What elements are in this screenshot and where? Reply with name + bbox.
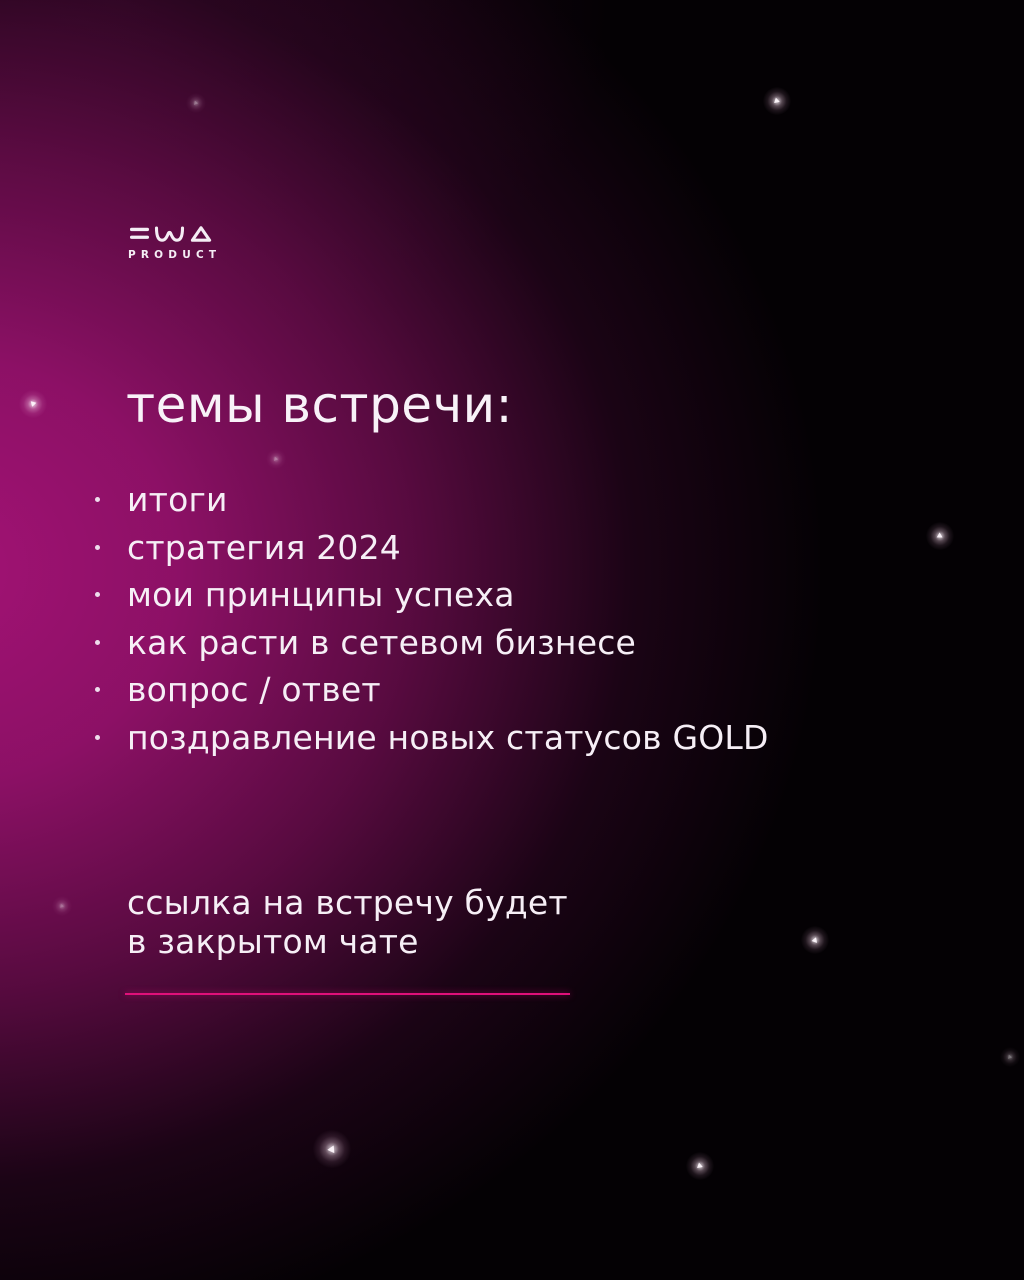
bullet-dot-icon bbox=[95, 545, 100, 550]
footer-line-2: в закрытом чате bbox=[127, 922, 419, 961]
sparkle-icon bbox=[922, 518, 958, 554]
list-item bbox=[95, 524, 769, 572]
sparkle-icon bbox=[18, 389, 48, 419]
topic-label: поздравление новых статусов GOLD bbox=[127, 717, 769, 757]
topic-label: вопрос / ответ bbox=[127, 670, 381, 710]
topics-list bbox=[95, 476, 769, 761]
ewa-logo-icon bbox=[130, 226, 212, 242]
accent-divider bbox=[125, 993, 570, 995]
brand-product-label: PRODUCT bbox=[128, 249, 222, 261]
topic-label: стратегия 2024 bbox=[127, 527, 401, 567]
footer-line-1: ссылка на встречу будет bbox=[127, 883, 568, 922]
bullet-dot-icon bbox=[95, 640, 100, 645]
bullet-dot-icon bbox=[95, 735, 100, 740]
list-item bbox=[95, 571, 769, 619]
footer-note bbox=[127, 883, 568, 961]
sparkle-icon bbox=[1000, 1047, 1020, 1067]
sparkle-icon bbox=[309, 1126, 356, 1173]
list-item bbox=[95, 619, 769, 667]
topic-label: как расти в сетевом бизнесе bbox=[127, 622, 637, 662]
bullet-dot-icon bbox=[95, 687, 100, 692]
sparkle-icon bbox=[186, 93, 206, 113]
sparkle-icon bbox=[266, 449, 286, 469]
sparkle-icon bbox=[799, 924, 831, 956]
page-title: темы встречи: bbox=[126, 376, 513, 434]
list-item bbox=[95, 714, 769, 762]
topic-label: мои принципы успеха bbox=[127, 575, 515, 615]
bullet-dot-icon bbox=[95, 497, 100, 502]
sparkle-icon bbox=[52, 896, 72, 916]
list-item bbox=[95, 666, 769, 714]
sparkle-icon bbox=[684, 1150, 716, 1182]
brand-logo bbox=[128, 226, 221, 261]
list-item bbox=[95, 476, 769, 524]
topic-label: итоги bbox=[127, 480, 228, 520]
bullet-dot-icon bbox=[95, 592, 100, 597]
sparkle-icon bbox=[761, 85, 793, 117]
